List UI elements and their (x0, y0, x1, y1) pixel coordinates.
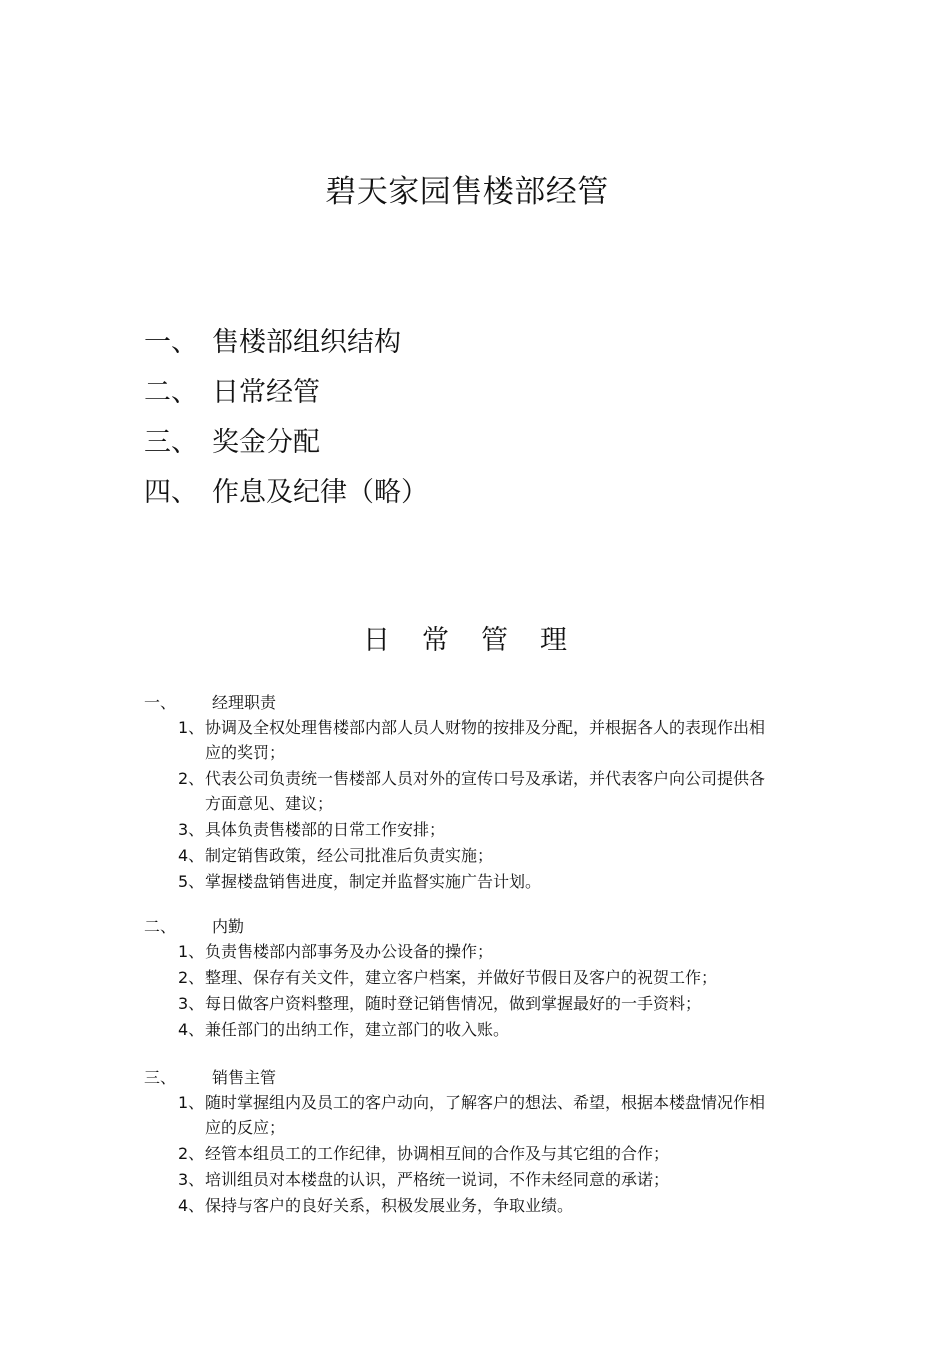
item-list (178, 939, 804, 1042)
document-title: 碧天家园售楼部经管 (325, 174, 609, 210)
item-list (178, 715, 804, 894)
list-item (178, 766, 804, 816)
item-number: 1、 (178, 718, 205, 737)
item-text: 随时掌握组内及员工的客户动向，了解客户的想法、希望，根据本楼盘情况作相应的反应； (205, 1093, 766, 1137)
toc-item (144, 322, 428, 372)
list-item (178, 939, 804, 964)
toc-item-label: 作息及纪律（略） (212, 477, 428, 508)
list-item (178, 965, 804, 990)
list-item (178, 1017, 804, 1042)
toc-item-number: 三、 (144, 427, 198, 458)
toc-item-label: 奖金分配 (212, 427, 320, 458)
item-number: 4、 (178, 1020, 205, 1039)
list-item (178, 1090, 804, 1140)
toc-item (144, 372, 428, 422)
item-text: 制定销售政策，经公司批准后负责实施； (205, 846, 494, 865)
item-number: 3、 (178, 820, 205, 839)
list-item (178, 715, 804, 765)
section-heading (144, 690, 804, 715)
item-number: 2、 (178, 968, 205, 987)
list-item (178, 1167, 804, 1192)
section-heading (144, 914, 804, 939)
item-text: 整理、保存有关文件，建立客户档案，并做好节假日及客户的祝贺工作； (205, 968, 718, 987)
item-number: 3、 (178, 1170, 205, 1189)
item-text: 培训组员对本楼盘的认识，严格统一说词，不作未经同意的承诺； (205, 1170, 670, 1189)
item-number: 2、 (178, 769, 205, 788)
item-text: 保持与客户的良好关系，积极发展业务，争取业绩。 (205, 1196, 574, 1215)
section-heading-text: 经理职责 (212, 693, 277, 712)
item-number: 1、 (178, 1093, 205, 1112)
section-heading-text: 内勤 (212, 917, 245, 936)
toc-item (144, 422, 428, 472)
toc-item-label: 日常经管 (212, 377, 320, 408)
section-number: 一、 (144, 693, 177, 712)
list-item (178, 1193, 804, 1218)
section-title: 日常管理 (363, 625, 599, 656)
item-number: 2、 (178, 1144, 205, 1163)
section-heading-text: 销售主管 (212, 1068, 277, 1087)
item-text: 兼任部门的出纳工作，建立部门的收入账。 (205, 1020, 510, 1039)
toc-item (144, 472, 428, 522)
item-number: 4、 (178, 1196, 205, 1215)
item-text: 每日做客户资料整理，随时登记销售情况，做到掌握最好的一手资料； (205, 994, 702, 1013)
item-text: 协调及全权处理售楼部内部人员人财物的按排及分配，并根据各人的表现作出相应的奖罚； (205, 718, 766, 762)
table-of-contents (144, 322, 428, 522)
list-item (178, 991, 804, 1016)
section-manager-duties (144, 690, 804, 895)
item-text: 具体负责售楼部的日常工作安排； (205, 820, 446, 839)
item-number: 5、 (178, 872, 205, 891)
section-sales-supervisor (144, 1065, 804, 1219)
item-number: 1、 (178, 942, 205, 961)
section-office-staff (144, 914, 804, 1043)
toc-item-label: 售楼部组织结构 (212, 327, 401, 358)
item-list (178, 1090, 804, 1218)
list-item (178, 1141, 804, 1166)
list-item (178, 817, 804, 842)
toc-item-number: 一、 (144, 327, 198, 358)
item-number: 4、 (178, 846, 205, 865)
section-heading (144, 1065, 804, 1090)
section-number: 二、 (144, 917, 177, 936)
item-text: 代表公司负责统一售楼部人员对外的宣传口号及承诺，并代表客户向公司提供各方面意见、建议； (205, 769, 766, 813)
list-item (178, 843, 804, 868)
toc-item-number: 四、 (144, 477, 198, 508)
item-text: 经管本组员工的工作纪律，协调相互间的合作及与其它组的合作； (205, 1144, 670, 1163)
item-text: 掌握楼盘销售进度，制定并监督实施广告计划。 (205, 872, 542, 891)
section-number: 三、 (144, 1068, 177, 1087)
item-number: 3、 (178, 994, 205, 1013)
item-text: 负责售楼部内部事务及办公设备的操作； (205, 942, 494, 961)
toc-item-number: 二、 (144, 377, 198, 408)
list-item (178, 869, 804, 894)
